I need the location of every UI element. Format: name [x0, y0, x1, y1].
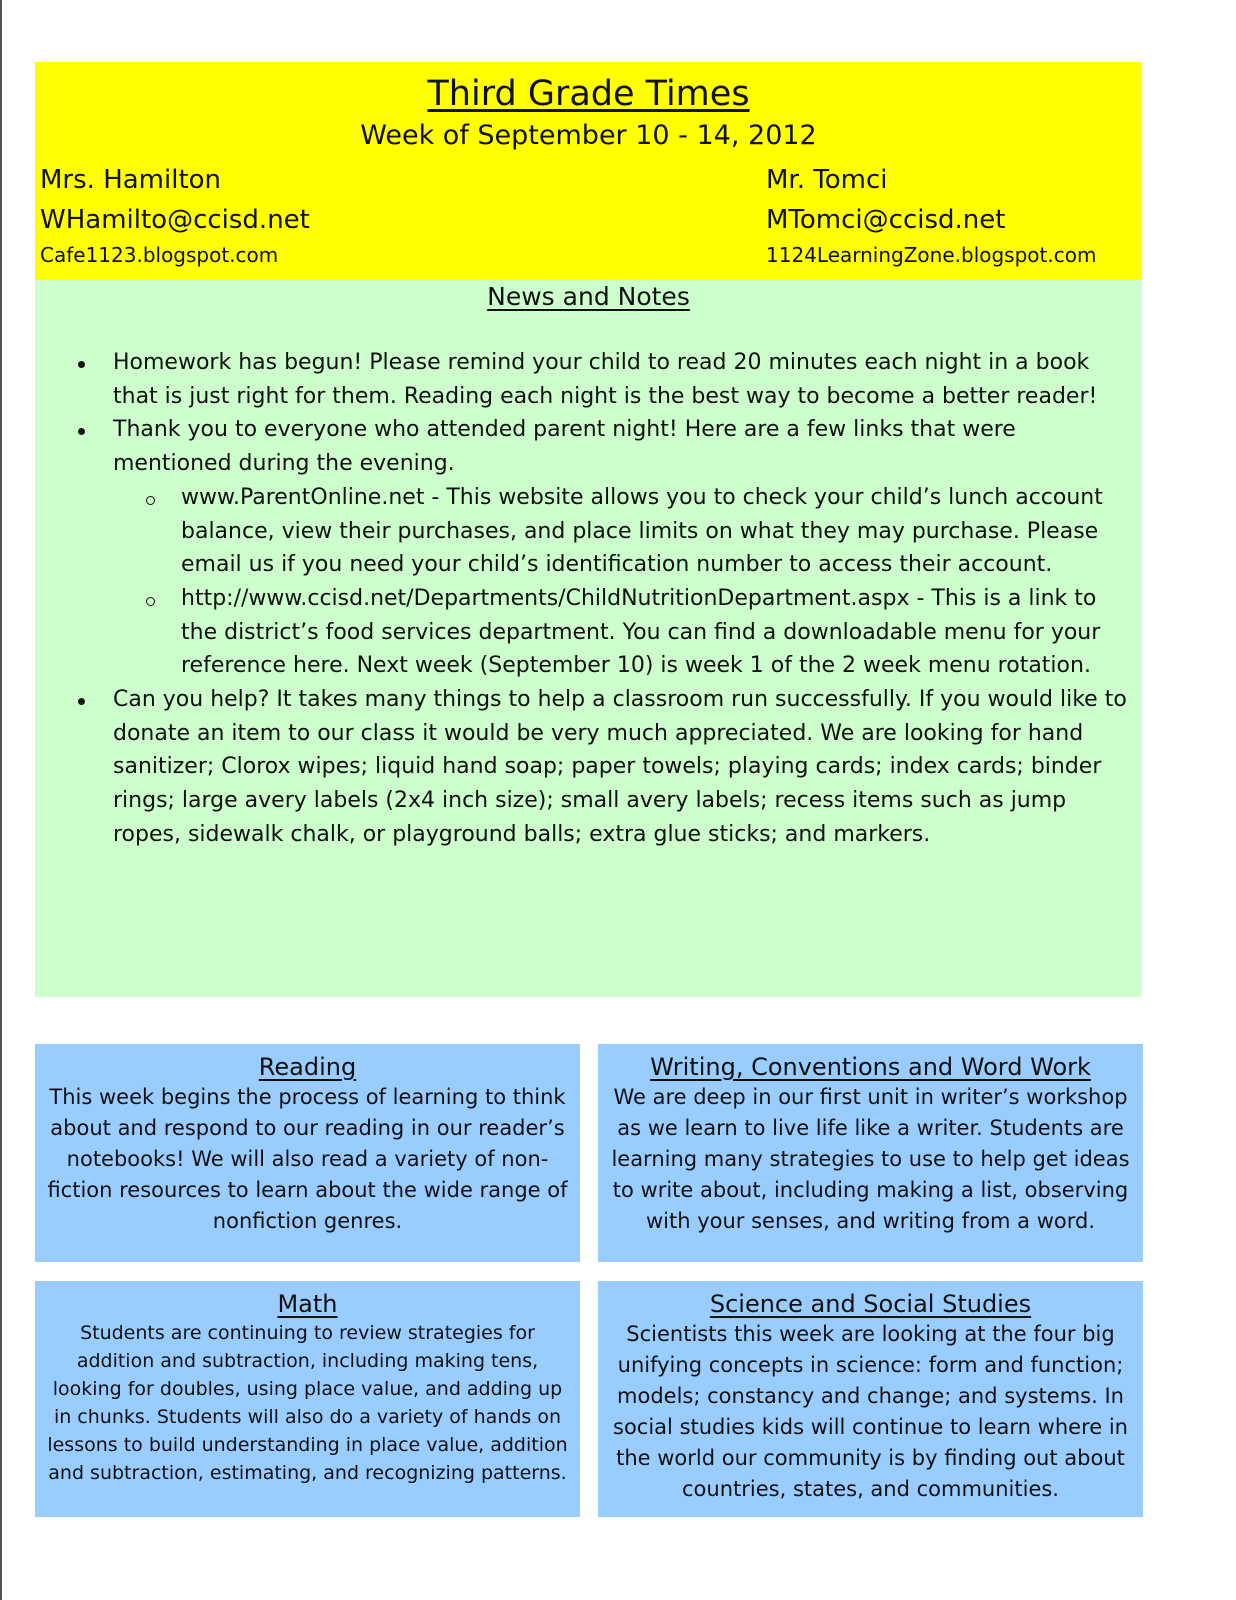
link-item-parentonline[interactable]	[109, 481, 1135, 582]
news-title: News and Notes	[487, 282, 690, 311]
teacher-right-blog[interactable]: 1124LearningZone.blogspot.com	[766, 243, 1097, 267]
writing-title: Writing, Conventions and Word Work	[650, 1053, 1091, 1081]
week-date: Week of September 10 - 14, 2012	[360, 120, 817, 151]
link-item-text: http://www.ccisd.net/Departments/ChildNutritionDepartment.aspx - This is a link to the district’s food services department. You can find a downloadable menu for your reference here. Next week (September 10) is week 1 of the 2 week menu rotation.	[181, 585, 1101, 679]
teacher-left-email[interactable]: WHamilto@ccisd.net	[40, 205, 310, 235]
writing-section	[598, 1044, 1143, 1262]
links-list	[113, 481, 1135, 683]
news-item-text: Homework has begun! Please remind your child to read 20 minutes each night in a book that is just right for them. Reading each night is the best way to become a better reader!	[113, 350, 1098, 409]
math-title: Math	[277, 1290, 338, 1318]
teacher-right-contact	[766, 160, 1096, 270]
newsletter-header	[35, 62, 1142, 280]
reading-body: This week begins the process of learning to think about and respond to our reading in our reader’s notebooks! We will also read a variety of non-fiction resources to learn about the wide range of nonfiction genres.	[47, 1085, 568, 1233]
news-and-notes-section	[35, 280, 1142, 997]
math-body: Students are continuing to review strategies for addition and subtraction, including making tens, looking for doubles, using place value, and adding up in chunks. Students will also do a variety of hands on lessons to build understanding in place value, addition and subtraction, estimating, and recognizing patterns.	[47, 1322, 568, 1484]
reading-section	[35, 1044, 580, 1262]
page-edge-divider	[0, 0, 2, 1600]
science-section	[598, 1281, 1143, 1517]
news-item-text: Can you help? It takes many things to help a classroom run successfully. If you would like to donate an item to our class it would be very much appreciated. We are looking for hand sanitizer; Clorox wipes; liquid hand soap; paper towels; playing cards; index cards; binder rings; large avery labels (2x4 inch size); small avery labels; recess items such as jump ropes, sidewalk chalk, or playground balls; extra glue sticks; and markers.	[113, 687, 1127, 847]
newsletter-title: Third Grade Times	[427, 74, 750, 114]
writing-body: We are deep in our first unit in writer’s workshop as we learn to live life like a writer. Students are learning many strategies to use to help get ideas to write about, including making a list, observing with your senses, and writing from a word.	[611, 1085, 1130, 1233]
link-item-child-nutrition[interactable]	[109, 582, 1135, 683]
teacher-left-blog[interactable]: Cafe1123.blogspot.com	[40, 243, 279, 267]
science-title: Science and Social Studies	[709, 1290, 1032, 1318]
news-item-donations	[35, 683, 1135, 852]
reading-title: Reading	[258, 1053, 357, 1081]
teacher-left-name: Mrs. Hamilton	[40, 165, 222, 195]
link-item-text: www.ParentOnline.net - This website allows you to check your child’s lunch account balance, view their purchases, and place limits on what they may purchase. Please email us if you need your child’s identification number to access their account.	[181, 484, 1103, 578]
news-item-parent-night	[35, 413, 1135, 683]
science-body: Scientists this week are looking at the four big unifying concepts in science: form and function; models; constancy and change; and systems. In social studies kids will continue to learn where in the world our community is by finding out about countries, states, and communities.	[613, 1322, 1128, 1501]
teacher-left-contact	[40, 160, 310, 270]
teacher-right-name: Mr. Tomci	[766, 165, 888, 195]
teacher-right-email[interactable]: MTomci@ccisd.net	[766, 205, 1006, 235]
math-section	[35, 1281, 580, 1517]
news-item-homework	[35, 346, 1135, 413]
news-item-text: Thank you to everyone who attended parent night! Here are a few links that were mentioned during the evening.	[113, 417, 1016, 477]
news-list	[35, 346, 1135, 852]
